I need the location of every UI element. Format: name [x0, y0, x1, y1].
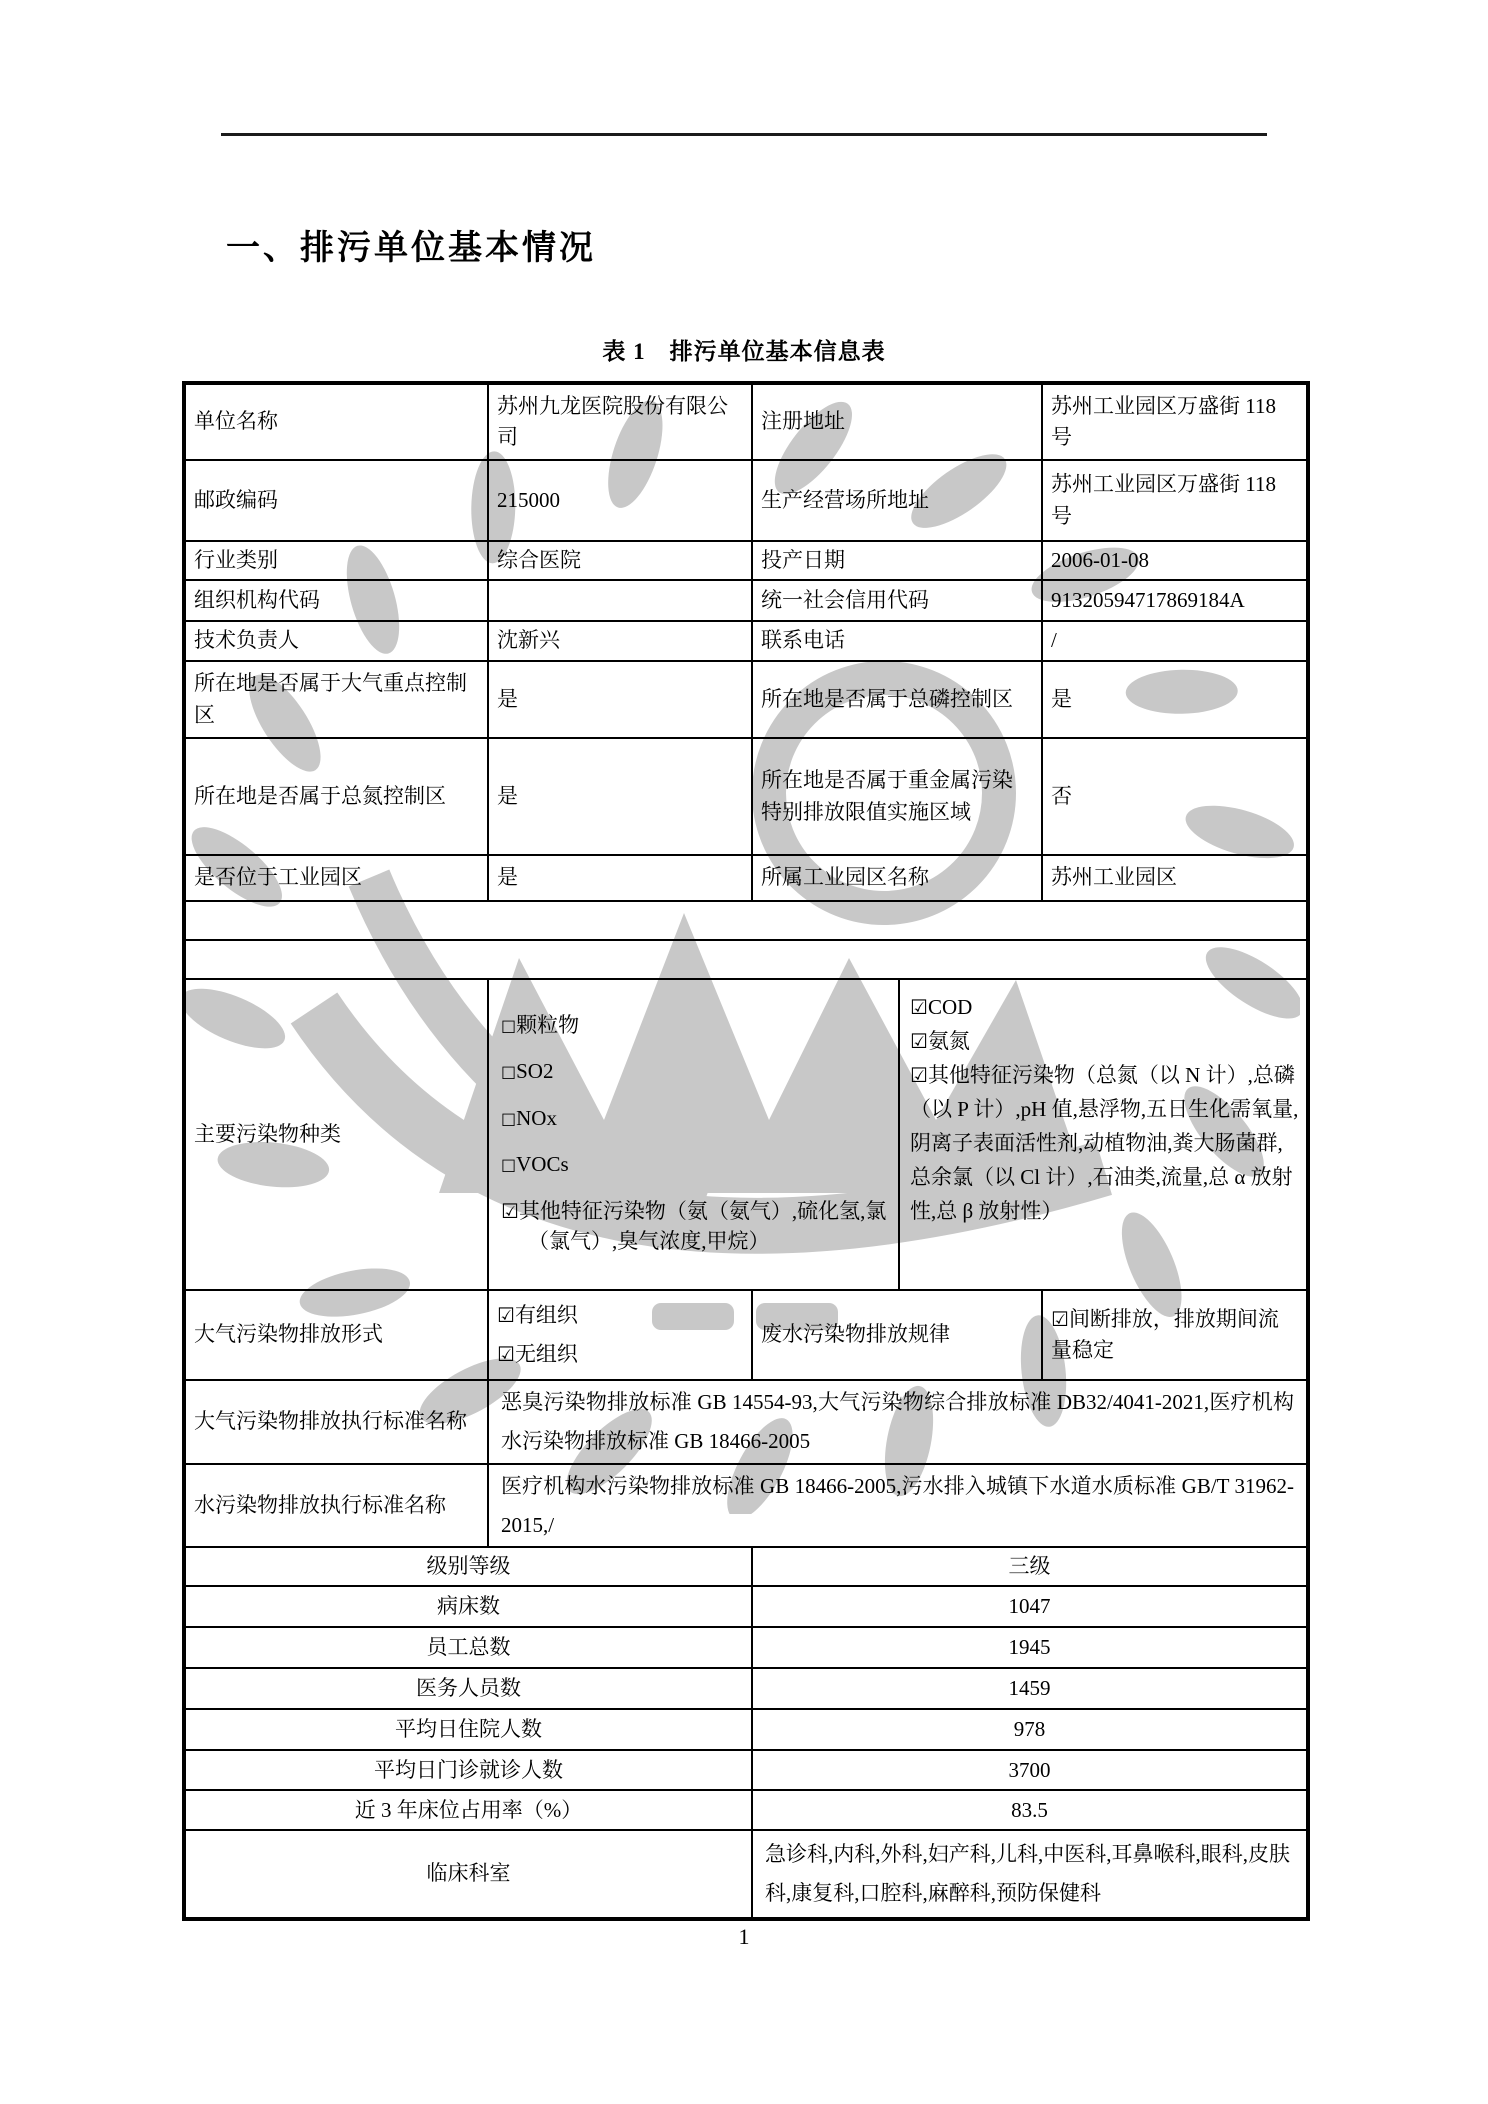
water-standard-value: 医疗机构水污染物排放标准 GB 18466-2005,污水排入城镇下水道水质标准 GB/T 31962-2015,/: [488, 1464, 1308, 1548]
page-header-rule: [221, 133, 1267, 136]
main-pollutants-label: 主要污染物种类: [184, 979, 488, 1290]
checkbox-checked-icon: ☑: [497, 1341, 515, 1366]
checkbox-item: [910, 990, 1302, 1024]
water-pollutants-cell: [899, 979, 1308, 1290]
staff-total-label: 员工总数: [184, 1627, 752, 1668]
table-row: [184, 1586, 1308, 1627]
table-row: [184, 1709, 1308, 1750]
table-row-empty: [184, 901, 1308, 940]
table-row: [184, 1750, 1308, 1790]
table-row: [184, 661, 1308, 738]
table-row-main-pollutants: [184, 979, 1308, 1290]
air-standard-label: 大气污染物排放执行标准名称: [184, 1380, 488, 1464]
checkbox-label: 有组织: [514, 1303, 578, 1327]
postal-code-label: 邮政编码: [184, 460, 488, 541]
unit-name-value: 苏州九龙医院股份有限公司: [488, 383, 752, 460]
checkbox-label: 氨氮: [927, 1029, 970, 1054]
checkbox-checked-icon: ☑: [910, 1063, 928, 1088]
clinical-depts-value: 急诊科,内科,外科,妇产科,儿科,中医科,耳鼻喉科,眼科,皮肤科,康复科,口腔科,麻醉科,预防保健科: [752, 1830, 1308, 1919]
in-industrial-park-label: 是否位于工业园区: [184, 855, 488, 901]
table-caption: 表 1 排污单位基本信息表: [602, 339, 886, 364]
heavy-metal-zone-label: 所在地是否属于重金属污染特别排放限值实施区域: [752, 738, 1042, 855]
checkbox-checked-icon: ☑: [1051, 1306, 1069, 1331]
checkbox-checked-icon: ☑: [501, 1198, 519, 1223]
phosphorus-zone-label: 所在地是否属于总磷控制区: [752, 661, 1042, 738]
postal-code-value: 215000: [488, 460, 752, 541]
site-address-label: 生产经营场所地址: [752, 460, 1042, 541]
site-address-value: 苏州工业园区万盛街 118 号: [1042, 460, 1308, 541]
avg-inpatients-label: 平均日住院人数: [184, 1709, 752, 1750]
empty-cell: [184, 940, 1308, 979]
checkbox-unchecked-icon: □: [501, 1016, 517, 1035]
registered-address-value: 苏州工业园区万盛街 118 号: [1042, 383, 1308, 460]
checkbox-label: 间断排放，排放期间流量稳定: [1051, 1306, 1279, 1362]
table-row: [184, 383, 1308, 460]
air-emission-form-label: 大气污染物排放形式: [184, 1290, 488, 1380]
org-code-value: [488, 580, 752, 621]
credit-code-label: 统一社会信用代码: [752, 580, 1042, 621]
avg-inpatients-value: 978: [752, 1709, 1308, 1750]
checkbox-label: COD: [927, 995, 973, 1019]
table-row: [184, 460, 1308, 541]
checkbox-item: [501, 1010, 888, 1040]
checkbox-item: [501, 1056, 888, 1086]
tech-director-value: 沈新兴: [488, 621, 752, 661]
checkbox-item: [910, 1024, 1302, 1058]
checkbox-checked-icon: ☑: [497, 1303, 515, 1327]
heavy-metal-zone-value: 否: [1042, 738, 1308, 855]
avg-outpatients-value: 3700: [752, 1750, 1308, 1790]
checkbox-label: 颗粒物: [516, 1013, 580, 1037]
credit-code-value: 91320594717869184A: [1042, 580, 1308, 621]
commission-date-value: 2006-01-08: [1042, 541, 1308, 580]
phone-value: /: [1042, 621, 1308, 661]
table-row: [184, 1790, 1308, 1830]
grade-level-value: 三级: [752, 1547, 1308, 1586]
table-row: [184, 1830, 1308, 1919]
air-emission-form-options: [488, 1290, 752, 1380]
checkbox-item: [501, 1149, 888, 1179]
table-row: [184, 580, 1308, 621]
industry-category-value: 综合医院: [488, 541, 752, 580]
wastewater-pattern-value: [1042, 1290, 1308, 1380]
air-standard-value: 恶臭污染物排放标准 GB 14554-93,大气污染物综合排放标准 DB32/4041-2021,医疗机构水污染物排放标准 GB 18466-2005: [488, 1380, 1308, 1464]
table-row-emission-form: [184, 1290, 1308, 1380]
in-industrial-park-value: 是: [488, 855, 752, 901]
table-row-empty: [184, 940, 1308, 979]
phosphorus-zone-value: 是: [1042, 661, 1308, 738]
nitrogen-zone-value: 是: [488, 738, 752, 855]
bed-count-value: 1047: [752, 1586, 1308, 1627]
table-row: [184, 855, 1308, 901]
park-name-value: 苏州工业园区: [1042, 855, 1308, 901]
checkbox-item: [497, 1339, 743, 1371]
checkbox-label: SO2: [516, 1059, 554, 1084]
checkbox-item: [501, 1103, 888, 1133]
table-row: [184, 738, 1308, 855]
checkbox-item: [910, 1058, 1302, 1228]
bed-count-label: 病床数: [184, 1586, 752, 1627]
table-row: [184, 1627, 1308, 1668]
checkbox-label: 其他特征污染物（氨（氨气）,硫化氢,氯（氯气）,臭气浓度,甲烷）: [518, 1198, 887, 1254]
checkbox-checked-icon: ☑: [910, 995, 928, 1019]
table-row: [184, 541, 1308, 580]
bed-occupancy-value: 83.5: [752, 1790, 1308, 1830]
nitrogen-zone-label: 所在地是否属于总氮控制区: [184, 738, 488, 855]
water-standard-label: 水污染物排放执行标准名称: [184, 1464, 488, 1548]
medical-staff-label: 医务人员数: [184, 1668, 752, 1709]
org-code-label: 组织机构代码: [184, 580, 488, 621]
staff-total-value: 1945: [752, 1627, 1308, 1668]
bed-occupancy-label: 近 3 年床位占用率（%）: [184, 1790, 752, 1830]
grade-level-label: 级别等级: [184, 1547, 752, 1586]
checkbox-unchecked-icon: □: [501, 1108, 517, 1128]
commission-date-label: 投产日期: [752, 541, 1042, 580]
basic-info-table: [182, 381, 1310, 1921]
checkbox-item: [501, 1196, 888, 1257]
avg-outpatients-label: 平均日门诊就诊人数: [184, 1750, 752, 1790]
table-row: [184, 621, 1308, 661]
registered-address-label: 注册地址: [752, 383, 1042, 460]
checkbox-label: 无组织: [514, 1341, 578, 1366]
page-number: 1: [738, 1924, 750, 1949]
tech-director-label: 技术负责人: [184, 621, 488, 661]
checkbox-unchecked-icon: □: [501, 1062, 517, 1082]
wastewater-pattern-label: 废水污染物排放规律: [752, 1290, 1042, 1380]
air-pollutants-cell: [488, 979, 899, 1290]
checkbox-checked-icon: ☑: [910, 1029, 928, 1054]
checkbox-label: NOx: [516, 1105, 557, 1130]
checkbox-item: [497, 1300, 743, 1332]
air-key-zone-label: 所在地是否属于大气重点控制区: [184, 661, 488, 738]
section-title: 一、排污单位基本情况: [226, 230, 596, 267]
park-name-label: 所属工业园区名称: [752, 855, 1042, 901]
clinical-depts-label: 临床科室: [184, 1830, 752, 1919]
checkbox-unchecked-icon: □: [501, 1155, 517, 1175]
air-key-zone-value: 是: [488, 661, 752, 738]
phone-label: 联系电话: [752, 621, 1042, 661]
checkbox-label: 其他特征污染物（总氮（以 N 计）,总磷（以 P 计）,pH 值,悬浮物,五日生化需氧量,阴离子表面活性剂,动植物油,粪大肠菌群,总余氯（以 Cl 计）,石油类,流量,总 α 放射性,总 β 放射性）: [910, 1063, 1299, 1224]
medical-staff-value: 1459: [752, 1668, 1308, 1709]
table-row: [184, 1547, 1308, 1586]
table-row: [184, 1668, 1308, 1709]
table-row-air-standard: [184, 1380, 1308, 1464]
empty-cell: [184, 901, 1308, 940]
table-row-water-standard: [184, 1464, 1308, 1548]
industry-category-label: 行业类别: [184, 541, 488, 580]
checkbox-label: VOCs: [516, 1152, 569, 1177]
unit-name-label: 单位名称: [184, 383, 488, 460]
